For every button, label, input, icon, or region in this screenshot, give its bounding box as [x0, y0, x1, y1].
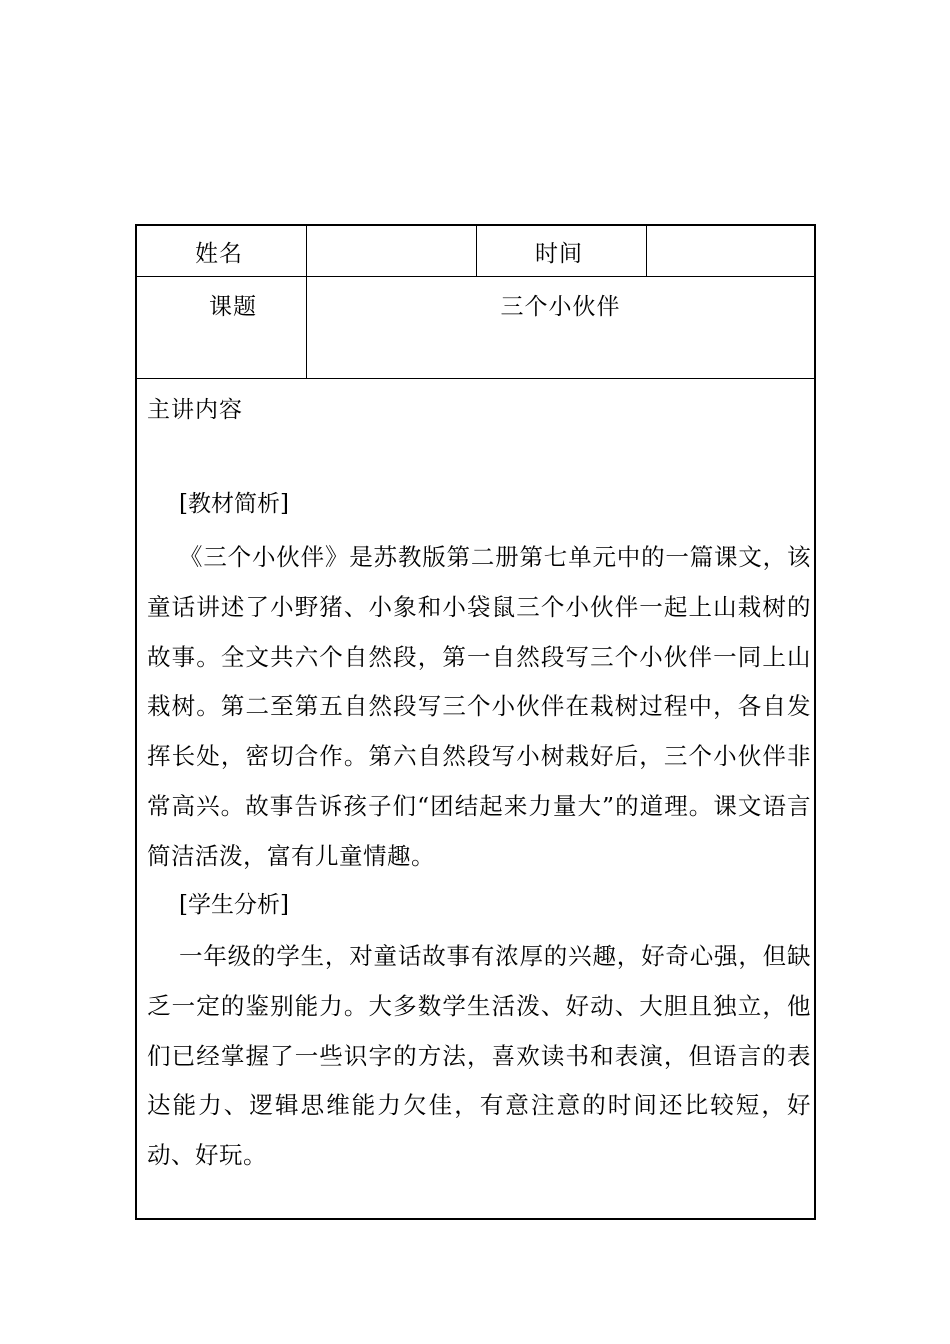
lesson-form-table: [135, 224, 816, 1220]
section-label-students: [学生分析]: [179, 892, 289, 918]
topic-value-cell: [307, 277, 814, 378]
content-row: [137, 379, 814, 1218]
topic-label-cell: [137, 277, 307, 378]
name-label-cell: [137, 226, 307, 276]
time-label-cell: [477, 226, 647, 276]
topic-value: 三个小伙伴: [500, 294, 621, 320]
section-text-textbook: 《三个小伙伴》是苏教版第二册第七单元中的一篇课文，该童话讲述了小野猪、小象和小袋鼠三个小伙伴一起上山栽树的故事。全文共六个自然段，第一自然段写三个小伙伴一同上山栽树。第二至第五自然段写三个小伙伴在栽树过程中，各自发挥长处，密切合作。第六自然段写小树栽好后，三个小伙伴非常高兴。故事告诉孩子们“团结起来力量大”的道理。课文语言简洁活泼，富有儿童情趣。: [147, 543, 811, 870]
name-label: 姓名: [195, 241, 243, 267]
content-heading: 主讲内容: [147, 397, 243, 423]
time-value-cell: [647, 226, 814, 276]
section-text-students: 一年级的学生，对童话故事有浓厚的兴趣，好奇心强，但缺乏一定的鉴别能力。大多数学生活泼、好动、大胆且独立，他们已经掌握了一些识字的方法，喜欢读书和表演，但语言的表达能力、逻辑思维能力欠佳，有意注意的时间还比较短，好动、好玩。: [147, 942, 811, 1170]
topic-label: 课题: [209, 294, 257, 320]
section-label-textbook: [教材简析]: [179, 491, 289, 517]
name-value-cell: [307, 226, 477, 276]
time-label: 时间: [535, 241, 583, 267]
topic-row: [137, 277, 814, 379]
header-row: [137, 226, 814, 277]
